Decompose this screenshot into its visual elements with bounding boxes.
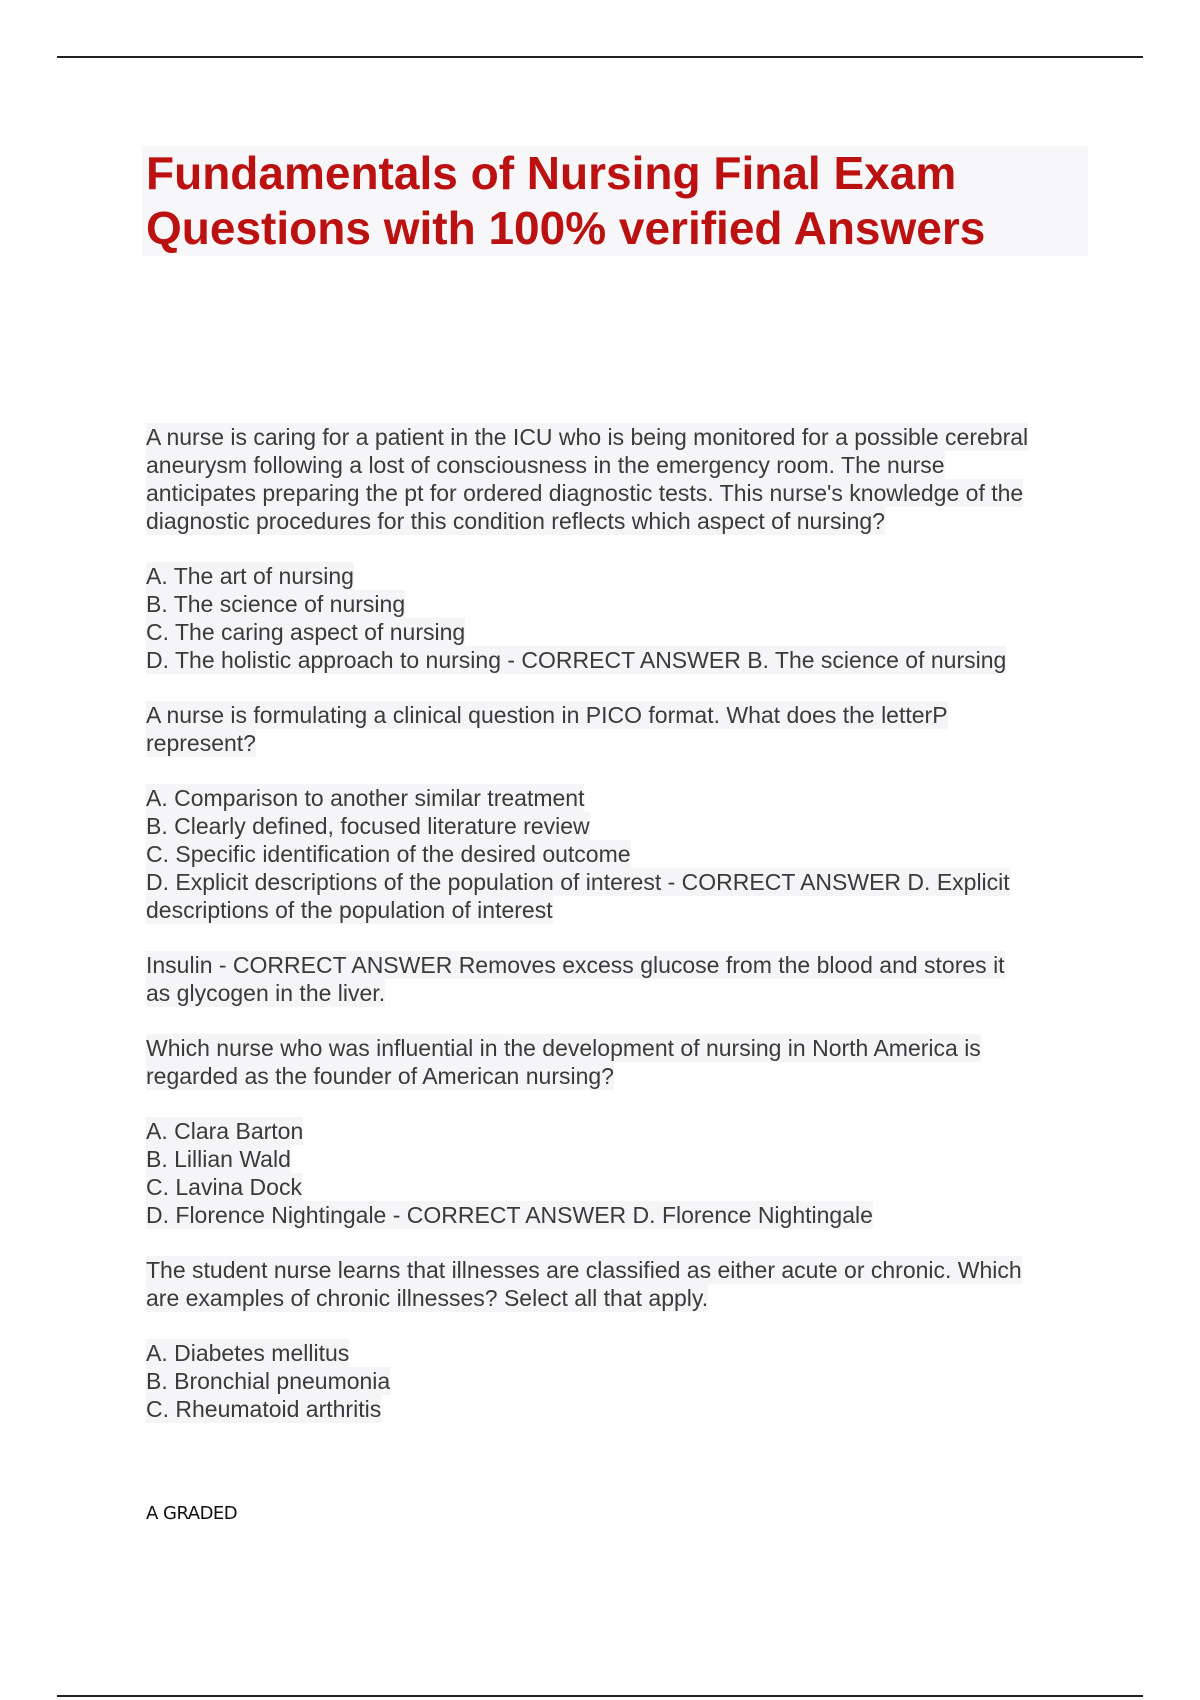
option-line: A. The art of nursing (146, 563, 354, 589)
question-3-options (146, 1117, 1106, 1229)
option-line: C. Lavina Dock (146, 1174, 302, 1200)
option-line: descriptions of the population of interest (146, 897, 553, 923)
option-line: A. Clara Barton (146, 1118, 304, 1144)
top-rule (57, 56, 1143, 58)
option-line: D. The holistic approach to nursing - CORRECT ANSWER B. The science of nursing (146, 647, 1007, 673)
text-line: A nurse is caring for a patient in the ICU who is being monitored for a possible cerebral (146, 424, 1029, 450)
bottom-rule (57, 1695, 1143, 1697)
text-line: Which nurse who was influential in the development of nursing in North America is (146, 1035, 981, 1061)
option-line: B. Bronchial pneumonia (146, 1368, 391, 1394)
text-line: The student nurse learns that illnesses are classified as either acute or chronic. Which (146, 1257, 1022, 1283)
option-line: C. The caring aspect of nursing (146, 619, 466, 645)
text-line: Insulin - CORRECT ANSWER Removes excess glucose from the blood and stores it (146, 952, 1005, 978)
option-line: D. Explicit descriptions of the population of interest - CORRECT ANSWER D. Explicit (146, 869, 1010, 895)
text-line: anticipates preparing the pt for ordered diagnostic tests. This nurse's knowledge of the (146, 480, 1024, 506)
question-4-options (146, 1339, 1106, 1423)
option-line: A. Diabetes mellitus (146, 1340, 350, 1366)
text-line: represent? (146, 730, 256, 756)
option-line: C. Rheumatoid arthritis (146, 1396, 382, 1422)
text-line: aneurysm following a lost of consciousness in the emergency room. The nurse (146, 452, 945, 478)
question-4-stem (146, 1256, 1106, 1312)
option-line: C. Specific identification of the desired outcome (146, 841, 631, 867)
option-line: D. Florence Nightingale - CORRECT ANSWER D. Florence Nightingale (146, 1202, 873, 1228)
option-line: B. Clearly defined, focused literature review (146, 813, 590, 839)
document-title (142, 146, 1088, 256)
question-2-options (146, 784, 1106, 924)
question-2-stem (146, 701, 1106, 757)
question-1-options (146, 562, 1106, 674)
text-line: regarded as the founder of American nursing? (146, 1063, 614, 1089)
option-line: B. Lillian Wald (146, 1146, 291, 1172)
grade-note: A GRADED (146, 1503, 238, 1524)
title-line-1: Fundamentals of Nursing Final Exam (146, 147, 957, 199)
option-line: B. The science of nursing (146, 591, 406, 617)
text-line: as glycogen in the liver. (146, 980, 386, 1006)
insulin-answer (146, 951, 1106, 1007)
text-line: are examples of chronic illnesses? Select all that apply. (146, 1285, 709, 1311)
question-content (146, 423, 1106, 1450)
text-line: A nurse is formulating a clinical question in PICO format. What does the letterP (146, 702, 948, 728)
text-line: diagnostic procedures for this condition reflects which aspect of nursing? (146, 508, 885, 534)
title-line-2: Questions with 100% verified Answers (146, 202, 986, 254)
question-1-stem (146, 423, 1106, 535)
option-line: A. Comparison to another similar treatment (146, 785, 585, 811)
question-3-stem (146, 1034, 1106, 1090)
